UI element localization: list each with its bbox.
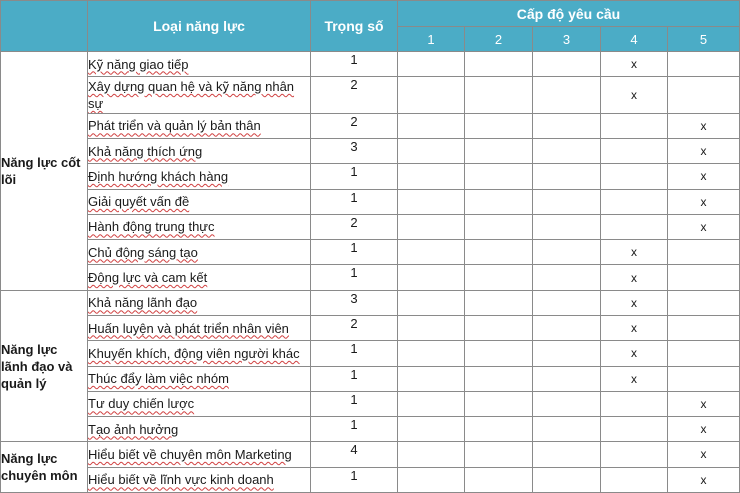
level-mark-4: x <box>601 77 668 113</box>
level-cell-3 <box>533 442 601 467</box>
table-row <box>1 77 740 113</box>
level-cell-3 <box>533 467 601 492</box>
competency-name <box>88 240 311 265</box>
level-cell-2 <box>465 214 533 239</box>
level-cell-2 <box>465 467 533 492</box>
level-cell-2 <box>465 341 533 366</box>
competency-name <box>88 290 311 315</box>
level-mark-5: x <box>668 467 740 492</box>
header-weight: Trọng số <box>311 1 398 52</box>
level-cell-5 <box>668 341 740 366</box>
level-cell-1 <box>398 290 465 315</box>
level-cell-3 <box>533 77 601 113</box>
competency-name-text: Thúc đẩy làm việc nhóm <box>88 371 229 387</box>
level-cell-3 <box>533 189 601 214</box>
level-cell-1 <box>398 113 465 138</box>
level-cell-2 <box>465 164 533 189</box>
table-row <box>1 265 740 290</box>
level-cell-2 <box>465 442 533 467</box>
table-row <box>1 189 740 214</box>
table-row <box>1 315 740 340</box>
level-cell-1 <box>398 442 465 467</box>
competency-name-text: Khả năng thích ứng <box>88 143 203 159</box>
weight-value: 3 <box>311 290 398 315</box>
level-cell-1 <box>398 341 465 366</box>
level-cell-4 <box>601 189 668 214</box>
competency-name-text: Huấn luyện và phát triển nhân viên <box>88 320 289 336</box>
competency-name-text: Chủ động sáng tạo <box>88 244 198 260</box>
level-cell-2 <box>465 52 533 77</box>
header-level-2: 2 <box>465 27 533 52</box>
competency-name <box>88 189 311 214</box>
level-cell-1 <box>398 315 465 340</box>
competency-name <box>88 214 311 239</box>
table-row <box>1 164 740 189</box>
competency-name-text: Xây dựng quan hệ và kỹ năng nhân sự <box>88 78 295 111</box>
level-cell-1 <box>398 52 465 77</box>
competency-name-text: Định hướng khách hàng <box>88 168 229 184</box>
competency-name-text: Hành động trung thực <box>88 219 215 235</box>
level-cell-5 <box>668 290 740 315</box>
level-mark-4: x <box>601 366 668 391</box>
level-mark-4: x <box>601 265 668 290</box>
header-level: Cấp độ yêu cầu <box>398 1 740 27</box>
level-cell-3 <box>533 164 601 189</box>
level-cell-3 <box>533 240 601 265</box>
competency-name-text: Phát triển và quản lý bản thân <box>88 118 261 134</box>
level-cell-5 <box>668 366 740 391</box>
level-cell-3 <box>533 113 601 138</box>
competency-name-text: Tạo ảnh hưởng <box>88 421 179 437</box>
level-cell-3 <box>533 138 601 163</box>
competency-name-text: Kỹ năng giao tiếp <box>88 56 189 72</box>
weight-value: 1 <box>311 240 398 265</box>
level-cell-1 <box>398 265 465 290</box>
level-cell-3 <box>533 214 601 239</box>
weight-value: 1 <box>311 467 398 492</box>
level-cell-4 <box>601 391 668 416</box>
table-row <box>1 417 740 442</box>
weight-value: 1 <box>311 164 398 189</box>
level-cell-1 <box>398 391 465 416</box>
table-row <box>1 341 740 366</box>
level-cell-4 <box>601 214 668 239</box>
table-body <box>1 52 740 493</box>
table-row <box>1 391 740 416</box>
weight-value: 1 <box>311 189 398 214</box>
header-level-3: 3 <box>533 27 601 52</box>
table-row <box>1 467 740 492</box>
level-cell-2 <box>465 113 533 138</box>
weight-value: 4 <box>311 442 398 467</box>
level-mark-5: x <box>668 189 740 214</box>
table-row <box>1 214 740 239</box>
group-name: Năng lực cốt lõi <box>1 52 88 291</box>
header-level-5: 5 <box>668 27 740 52</box>
level-cell-2 <box>465 189 533 214</box>
level-cell-4 <box>601 417 668 442</box>
competency-name <box>88 442 311 467</box>
level-cell-5 <box>668 52 740 77</box>
level-cell-5 <box>668 240 740 265</box>
level-cell-3 <box>533 52 601 77</box>
competency-name-text: Hiểu biết về lĩnh vực kinh doanh <box>88 472 274 488</box>
level-mark-4: x <box>601 240 668 265</box>
level-cell-2 <box>465 290 533 315</box>
level-cell-4 <box>601 164 668 189</box>
level-cell-4 <box>601 467 668 492</box>
competency-name <box>88 341 311 366</box>
competency-name <box>88 138 311 163</box>
level-cell-2 <box>465 138 533 163</box>
competency-name-text: Tư duy chiến lược <box>88 396 195 412</box>
competency-name <box>88 265 311 290</box>
group-name: Năng lực lãnh đạo và quản lý <box>1 290 88 442</box>
level-cell-2 <box>465 391 533 416</box>
weight-value: 1 <box>311 52 398 77</box>
level-cell-5 <box>668 315 740 340</box>
competency-name <box>88 52 311 77</box>
level-cell-2 <box>465 366 533 391</box>
level-cell-1 <box>398 138 465 163</box>
level-cell-1 <box>398 417 465 442</box>
level-cell-1 <box>398 240 465 265</box>
level-mark-5: x <box>668 214 740 239</box>
level-cell-2 <box>465 240 533 265</box>
level-cell-1 <box>398 164 465 189</box>
level-cell-3 <box>533 366 601 391</box>
competency-name-text: Hiểu biết về chuyên môn Marketing <box>88 446 292 462</box>
level-cell-1 <box>398 77 465 113</box>
header-group-cell <box>1 1 88 52</box>
group-name: Năng lực chuyên môn <box>1 442 88 493</box>
level-cell-2 <box>465 265 533 290</box>
competency-name <box>88 391 311 416</box>
competency-name-text: Giải quyết vấn đề <box>88 194 190 210</box>
table-row <box>1 366 740 391</box>
level-cell-2 <box>465 315 533 340</box>
level-mark-5: x <box>668 138 740 163</box>
level-cell-1 <box>398 189 465 214</box>
level-cell-3 <box>533 290 601 315</box>
level-mark-5: x <box>668 164 740 189</box>
table-row <box>1 113 740 138</box>
weight-value: 1 <box>311 341 398 366</box>
level-cell-1 <box>398 214 465 239</box>
level-cell-2 <box>465 417 533 442</box>
weight-value: 3 <box>311 138 398 163</box>
table-row <box>1 240 740 265</box>
table-row <box>1 290 740 315</box>
level-cell-3 <box>533 391 601 416</box>
header-level-1: 1 <box>398 27 465 52</box>
competency-name-text: Khuyến khích, động viên người khác <box>88 345 300 361</box>
level-cell-3 <box>533 265 601 290</box>
competency-name <box>88 467 311 492</box>
competency-name-text: Khả năng lãnh đạo <box>88 295 198 311</box>
level-mark-4: x <box>601 52 668 77</box>
level-cell-5 <box>668 77 740 113</box>
level-mark-4: x <box>601 290 668 315</box>
weight-value: 1 <box>311 265 398 290</box>
competency-name <box>88 315 311 340</box>
level-cell-4 <box>601 113 668 138</box>
table-row <box>1 138 740 163</box>
competency-name <box>88 164 311 189</box>
level-cell-4 <box>601 442 668 467</box>
weight-value: 1 <box>311 417 398 442</box>
level-mark-5: x <box>668 417 740 442</box>
competency-name <box>88 77 311 113</box>
level-mark-5: x <box>668 391 740 416</box>
level-mark-5: x <box>668 113 740 138</box>
table-header <box>1 1 740 52</box>
competency-name-text: Động lực và cam kết <box>88 270 208 286</box>
level-cell-3 <box>533 315 601 340</box>
level-mark-4: x <box>601 315 668 340</box>
level-cell-1 <box>398 467 465 492</box>
level-cell-1 <box>398 366 465 391</box>
level-cell-3 <box>533 341 601 366</box>
weight-value: 1 <box>311 391 398 416</box>
level-cell-5 <box>668 265 740 290</box>
competency-name <box>88 366 311 391</box>
level-mark-5: x <box>668 442 740 467</box>
weight-value: 2 <box>311 113 398 138</box>
competency-name <box>88 417 311 442</box>
table-row <box>1 52 740 77</box>
weight-value: 2 <box>311 214 398 239</box>
competency-name <box>88 113 311 138</box>
level-cell-4 <box>601 138 668 163</box>
level-cell-2 <box>465 77 533 113</box>
level-mark-4: x <box>601 341 668 366</box>
weight-value: 1 <box>311 366 398 391</box>
header-level-4: 4 <box>601 27 668 52</box>
weight-value: 2 <box>311 315 398 340</box>
weight-value: 2 <box>311 77 398 113</box>
level-cell-3 <box>533 417 601 442</box>
header-type: Loại năng lực <box>88 1 311 52</box>
table-row <box>1 442 740 467</box>
